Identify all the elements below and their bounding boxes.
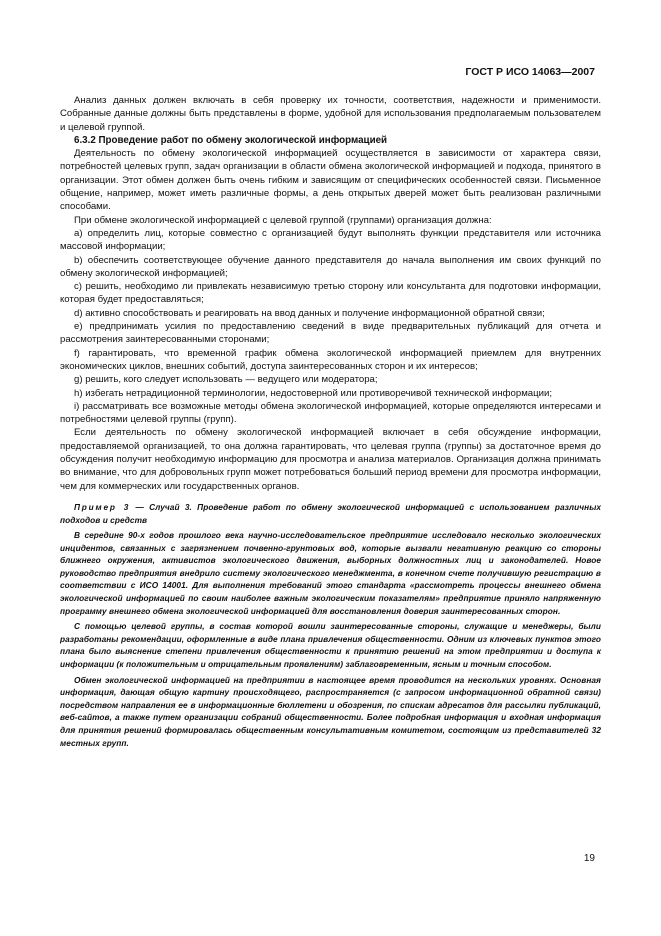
example-title-text: — Случай 3. Проведение работ по обмену экологической информацией с использованием различных подходов и средств — [60, 501, 601, 525]
example-paragraph: Обмен экологической информацией на предприятии в настоящее время проводится на нескольких уровнях. Основная информация, дающая общую картину происходящего, распространяется (с запросом информационной обратной связи) посредством направления ее в информационные бюллетени и обозрения, по спискам адресатов для рассылки публикаций, веб-сайтов, а также путем организации собраний общественности. Более подробная информация и входная информация для принятия решений формировалась общественным консультативным комитетом, состоящим из представителей 32 местных групп. — [60, 674, 601, 748]
list-item: f) гарантировать, что временной график обмена экологической информацией приемлем для внутренних экономических циклов, внешних событий, доступа заинтересованных сторон и их интересов; — [60, 347, 601, 372]
list-item: c) решить, необходимо ли привлекать независимую третью сторону или консультанта для подготовки информации, которая будет предоставляться; — [60, 281, 601, 306]
document-body — [60, 94, 601, 749]
list-item: d) активно способствовать и реагировать на ввод данных и получение информационной обратной связи; — [74, 307, 545, 319]
example-label: Пример 3 — [74, 501, 131, 512]
example-paragraph: В середине 90-х годов прошлого века научно-исследовательское предприятие исследовало несколько экологических инцидентов, связанных с загрязнением почвенно-грунтовых вод, которые вызвали негативную реакцию со стороны ближнего окружения, активистов экологического движения, выборных должностных лиц и законодателей. Новое руководство предприятия внедрило систему экологического менеджмента, в конечном счете получившую регистрацию в соответствии с ИСО 14001. Для выполнения требований этого стандарта «рассмотреть процессы внешнего обмена экологической информацией по своим наиболее важным экологическим показателям» предприятие приняло напряженную программу внешнего обмена экологической информацией для восстановления доверия заинтересованных сторон. — [60, 530, 601, 616]
document-header: ГОСТ Р ИСО 14063—2007 — [465, 66, 595, 78]
paragraph: Деятельность по обмену экологической информацией осуществляется в зависимости от характера связи, потребностей целевых групп, задач организации в области обмена экологической информацией и подхода, принятого в организации. Этот обмен должен быть очень гибким и зависящим от специфических особенностей связи. Письменное общение, например, может иметь различные формы, а день открытых дверей может быть реализован различными способами. — [60, 148, 601, 213]
list-item: h) избегать нетрадиционной терминологии, недостоверной или противоречивой технической информации; — [74, 387, 553, 399]
paragraph: При обмене экологической информацией с целевой группой (группами) организация должна: — [74, 214, 492, 226]
example-title — [60, 501, 601, 526]
list-item: a) определить лиц, которые совместно с организацией будут выполнять функции представителя или источника массовой информации; — [60, 227, 601, 253]
list-item: b) обеспечить соответствующее обучение данного представителя до начала выполнения им своих функций по обмену экологической информацией; — [60, 254, 601, 279]
section-heading: 6.3.2 Проведение работ по обмену экологической информацией — [74, 134, 388, 146]
paragraph: Если деятельность по обмену экологической информацией включает в себя обсуждение информации, предоставляемой организацией, то она должна гарантировать, что целевая группа (группы) за достаточное время до обсуждения получит необходимую информацию для просмотра и анализа материалов. Организация должна принимать во внимание, что для добровольных групп может потребоваться больший период времени для просмотра информации, чем для коммерческих или государственных органов. — [60, 427, 601, 492]
example-paragraph: С помощью целевой группы, в состав которой вошли заинтересованные стороны, служащие и менеджеры, были разработаны рекомендации, оформленные в виде плана привлечения общественности. Одним из ключевых пунктов этого плана было выяснение степени привлечения общественности к принятию решений на этом предприятии и доступа к информации (к положительным и отрицательным проявлениям) заблаговременным, ясным и точным способом. — [60, 621, 601, 670]
example-block — [60, 501, 601, 749]
list-item: i) рассматривать все возможные методы обмена экологической информацией, которые определяются интересами и потребностями целевой группы (групп). — [60, 400, 601, 426]
list-item: g) решить, кого следует использовать — ведущего или модератора; — [74, 374, 378, 386]
page-number: 19 — [583, 853, 595, 864]
list-item: e) предпринимать усилия по предоставлению сведений в виде предварительных публикаций для отчета и рассмотрения заинтересованными сторонами; — [60, 321, 601, 346]
paragraph: Анализ данных должен включать в себя проверку их точности, соответствия, надежности и применимости. Собранные данные должны быть представлены в форме, удобной для использования предполагаемым пользователем и целевой группой. — [60, 95, 601, 133]
